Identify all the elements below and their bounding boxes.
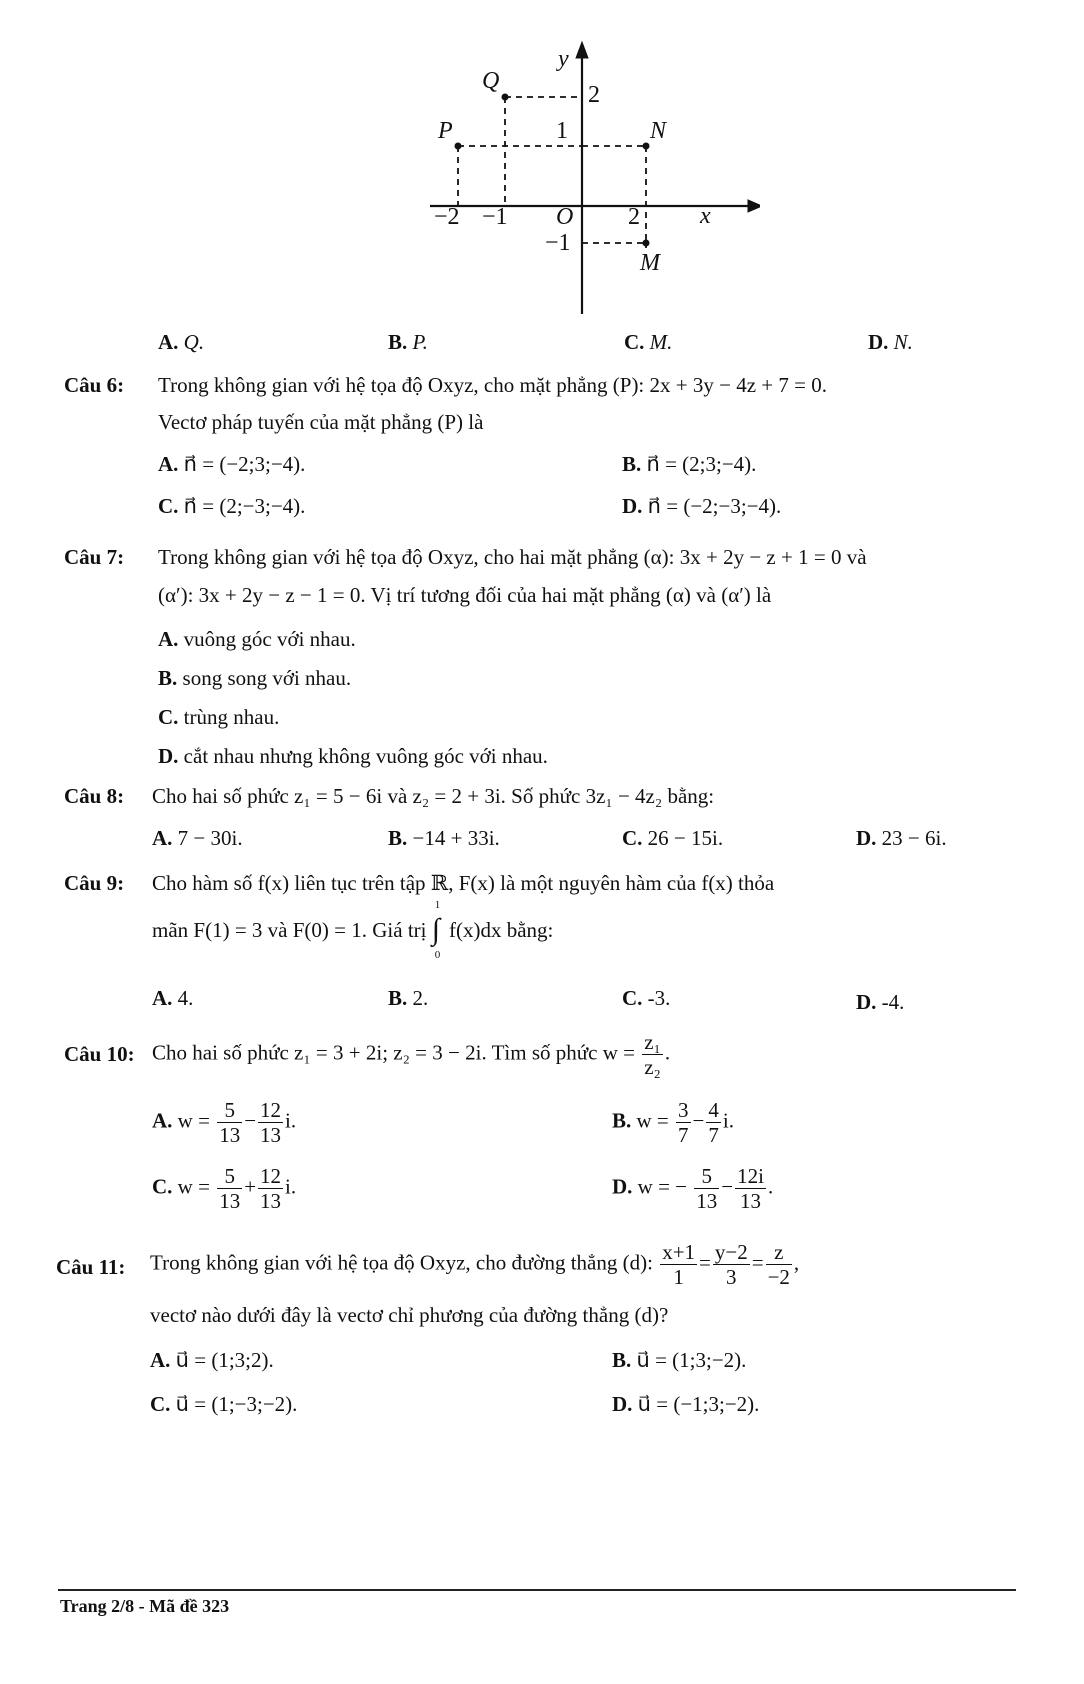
label-y-axis: y [558, 46, 569, 72]
tick-xm2: −2 [434, 204, 460, 230]
q8-stem: Cho hai số phức z₁ = 5 − 6i và z₂ = 2 + 3i. Số phức 3z₁ − 4z₂ bằng: [152, 784, 715, 808]
q7-answer-b: B. song song với nhau. [158, 666, 352, 690]
q10-answer-b: B. w = $\frac{3}{7}$ − $\frac{4}{7}$ i. [612, 1098, 734, 1148]
q8-answer-c: C. 26 − 15i. [622, 826, 724, 850]
q11-answer-a: A. u⃗ = (1;3;2). [150, 1348, 274, 1372]
q11-stem-line2: vectơ nào dưới đây là vectơ chỉ phương của đường thẳng (d)? [150, 1303, 669, 1327]
page-footer: Trang 2/8 - Mã đề 323 [60, 1596, 230, 1616]
q7-answer-a: A. vuông góc với nhau. [158, 627, 356, 651]
q11-label: Câu 11: [56, 1255, 126, 1279]
q9-answer-a: A. 4. [152, 986, 194, 1010]
q9-label: Câu 9: [64, 871, 125, 895]
q9-answer-d: D. -4. [856, 990, 905, 1014]
tick-x2: 2 [628, 204, 640, 230]
q6-label: Câu 6: [64, 373, 125, 397]
x-axis-arrow [748, 200, 760, 212]
q10-answer-d: D. w = − $\frac{5}{13}$ − $\frac{12i}{13}$ . [612, 1164, 774, 1214]
q11-stem-line1: Trong không gian với hệ tọa độ Oxyz, cho đường thẳng (d): $\frac{x+1}{1}$ = $\frac{y-2}{3}$ = $\frac{z}{-2}$ , [150, 1240, 800, 1290]
q6-answer-b: B. n⃗ = (2;3;−4). [622, 452, 757, 476]
q7-stem-line2: (α′): 3x + 2y − z − 1 = 0. Vị trí tương đối của hai mặt phẳng (α) và (α′) là [158, 583, 772, 607]
q7-label: Câu 7: [64, 545, 125, 569]
q9-answer-b: B. 2. [388, 986, 429, 1010]
q8-answer-d: D. 23 − 6i. [856, 826, 947, 850]
point-n [643, 143, 650, 150]
integral-sign: 1 ∫ 0 [431, 899, 441, 961]
label-n: N [650, 118, 667, 144]
q6-answer-c: C. n⃗ = (2;−3;−4). [158, 494, 306, 518]
tick-ym1: −1 [545, 230, 571, 256]
q6-answer-d: D. n⃗ = (−2;−3;−4). [622, 494, 782, 518]
point-p [455, 143, 462, 150]
label-q: Q [482, 68, 500, 94]
q9-stem-line1: Cho hàm số f(x) liên tục trên tập ℝ, F(x) là một nguyên hàm của f(x) thỏa [152, 871, 775, 895]
q5-answer-d: D. N. [868, 330, 913, 354]
y-axis-arrow [576, 42, 588, 58]
q6-stem-line2: Vectơ pháp tuyến của mặt phẳng (P) là [158, 410, 484, 434]
coordinate-graph [430, 38, 760, 318]
q11-answer-d: D. u⃗ = (−1;3;−2). [612, 1392, 760, 1416]
label-x-axis: x [700, 203, 711, 229]
q8-answer-b: B. −14 + 33i. [388, 826, 500, 850]
point-q [502, 94, 509, 101]
q7-stem-line1: Trong không gian với hệ tọa độ Oxyz, cho hai mặt phẳng (α): 3x + 2y − z + 1 = 0 và [158, 545, 867, 569]
q8-label: Câu 8: [64, 784, 125, 808]
q10-w-fraction: $\frac{\text{z₁}}{\text{z₂}}$ [644, 1030, 661, 1080]
label-p: P [438, 118, 453, 144]
q11-answer-b: B. u⃗ = (1;3;−2). [612, 1348, 747, 1372]
q7-answer-c: C. trùng nhau. [158, 705, 280, 729]
tick-xm1: −1 [482, 204, 508, 230]
tick-y2: 2 [588, 82, 600, 108]
q5-answer-c: C. M. [624, 330, 673, 354]
tick-y1: 1 [556, 118, 568, 144]
q10-label: Câu 10: [64, 1042, 135, 1066]
footer-divider [58, 1589, 1016, 1591]
q5-answer-b: B. P. [388, 330, 428, 354]
q10-answer-c: C. w = $\frac{5}{13}$ + $\frac{12}{13}$ i. [152, 1164, 297, 1214]
q5-answer-a: A. Q. [158, 330, 205, 354]
q10-answer-a: A. w = $\frac{5}{13}$ − $\frac{12}{13}$ i. [152, 1098, 297, 1148]
q6-answer-a: A. n⃗ = (−2;3;−4). [158, 452, 306, 476]
q8-answer-a: A. 7 − 30i. [152, 826, 243, 850]
q9-answer-c: C. -3. [622, 986, 671, 1010]
point-m [643, 240, 650, 247]
label-origin: O [556, 204, 574, 230]
q9-stem-line2: mãn F(1) = 3 và F(0) = 1. Giá trị 1 ∫ 0 f(x)dx bằng: [152, 899, 554, 961]
q11-answer-c: C. u⃗ = (1;−3;−2). [150, 1392, 298, 1416]
q6-stem-line1: Trong không gian với hệ tọa độ Oxyz, cho mặt phẳng (P): 2x + 3y − 4z + 7 = 0. [158, 373, 827, 397]
q7-answer-d: D. cắt nhau nhưng không vuông góc với nhau. [158, 744, 548, 768]
q10-stem: Cho hai số phức z₁ = 3 + 2i; z₂ = 3 − 2i. Tìm số phức w = $\frac{\text{z₁}}{\text{z₂}}$ . [152, 1030, 671, 1080]
label-m: M [640, 250, 660, 276]
